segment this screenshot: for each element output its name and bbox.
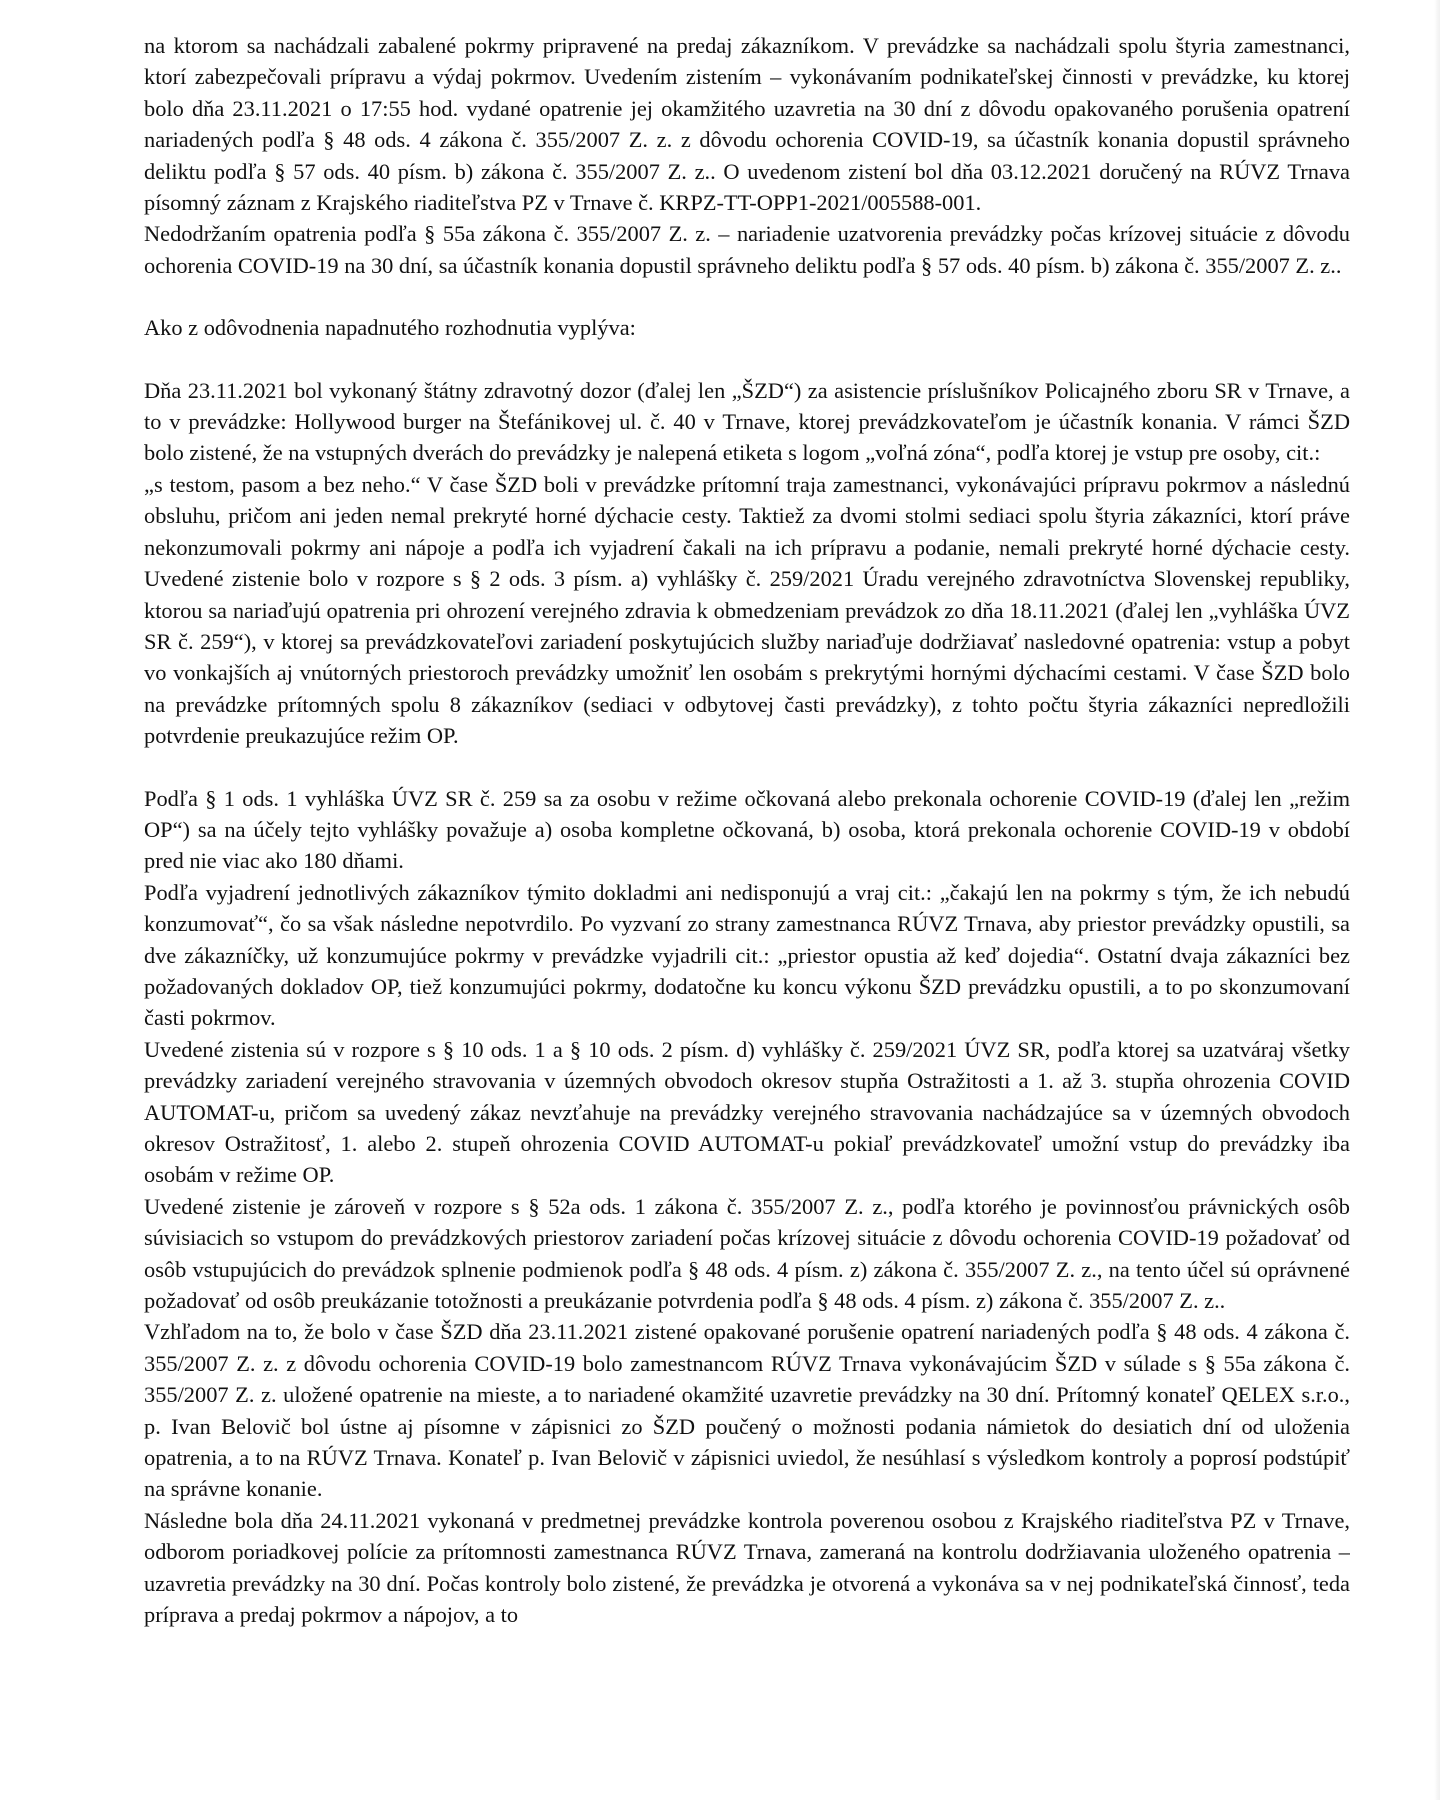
document-page	[144, 30, 1350, 1800]
paragraph-s-testom: „s testom, pasom a bez neho.“ V čase ŠZD boli v prevádzke prítomní traja zamestnanci, vykonávajúci prípravu pokrmov a následnú obsluhu, pričom ani jeden nemal prekryté horné dýchacie cesty. Taktiež za dvomi stolmi sediaci spolu štyria zákazníci, ktorí práve nekonzumovali pokrmy ani nápoje a podľa ich vyjadrení čakali na ich prípravu a podanie, nemali prekryté horné dýchacie cesty. Uvedené zistenie bolo v rozpore s § 2 ods. 3 písm. a) vyhlášky č. 259/2021 Úradu verejného zdravotníctva Slovenskej republiky, ktorou sa nariaďujú opatrenia pri ohrození verejného zdravia k obmedzeniam prevádzok zo dňa 18.11.2021 (ďalej len „vyhláška ÚVZ SR č. 259“), v ktorej sa prevádzkovateľovi zariadení poskytujúcich služby nariaďuje dodržiavať nasledovné opatrenia: vstup a pobyt vo vonkajších aj vnútorných priestoroch prevádzky umožniť len osobám s prekrytými hornými dýchacími cestami. V čase ŠZD bolo na prevádzke prítomných spolu 8 zákazníkov (sediaci v odbytovej časti prevádzky), z tohto počtu štyria zákazníci nepredložili potvrdenie preukazujúce režim OP.	[144, 471, 1350, 749]
paragraph-gap	[144, 752, 1350, 783]
paragraph-intro: na ktorom sa nachádzali zabalené pokrmy pripravené na predaj zákazníkom. V prevádzke sa nachádzali spolu štyria zamestnanci, ktorí zabezpečovali prípravu a výdaj pokrmov. Uvedením zistením – vykonávaním podnikateľskej činnosti v prevádzke, ku ktorej bolo dňa 23.11.2021 o 17:55 hod. vydané opatrenie jej okamžitého uzavretia na 30 dní z dôvodu opakovaného porušenia opatrení nariadených podľa § 48 ods. 4 zákona č. 355/2007 Z. z. z dôvodu ochorenia COVID-19, sa účastník konania dopustil správneho deliktu podľa § 57 ods. 40 písm. b) zákona č. 355/2007 Z. z.. O uvedenom zistení bol dňa 03.12.2021 doručený na RÚVZ Trnava písomný záznam z Krajského riaditeľstva PZ v Trnave č. KRPZ-TT-OPP1-2021/005588-001.	[144, 33, 1350, 216]
paragraph-heading-odovodnenie: Ako z odôvodnenia napadnutého rozhodnutia vyplýva:	[144, 315, 636, 341]
paragraph-rozpor-par10: Uvedené zistenia sú v rozpore s § 10 ods. 1 a § 10 ods. 2 písm. d) vyhlášky č. 259/2021 ÚVZ SR, podľa ktorej sa uzatváraj všetky prevádzky zariadení verejného stravovania v územných obvodoch okresov stupňa Ostražitosti a 1. až 3. stupňa ohrozenia COVID AUTOMAT-u, pričom sa uvedený zákaz nevzťahuje na prevádzky verejného stravovania nachádzajúce sa v územných obvodoch okresov Ostražitosť, 1. alebo 2. stupeň ohrozenia COVID AUTOMAT-u pokiaľ prevádzkovateľ umožní vstup do prevádzky iba osobám v režime OP.	[144, 1036, 1350, 1188]
paragraph-vyjadrenia: Podľa vyjadrení jednotlivých zákazníkov týmito dokladmi ani nedisponujú a vraj cit.: „čakajú len na pokrmy s tým, že ich nebudú konzumovať“, čo sa však následne nepotvrdilo. Po vyzvaní zo strany zamestnanca RÚVZ Trnava, aby priestor prevádzky opustili, sa dve zákazníčky, už konzumujúce pokrmy v prevádzke vyjadrili cit.: „priestor opustia až keď dojedia“. Ostatní dvaja zákazníci bez požadovaných dokladov OP, tiež konzumujúci pokrmy, dodatočne ku koncu výkonu ŠZD prevádzku opustili, a to po skonzumovaní časti pokrmov.	[144, 879, 1350, 1031]
paragraph-podla-par1: Podľa § 1 ods. 1 vyhláška ÚVZ SR č. 259 sa za osobu v režime očkovaná alebo prekonala ochorenie COVID-19 (ďalej len „režim OP“) sa na účely tejto vyhlášky považuje a) osoba kompletne očkovaná, b) osoba, ktorá prekonala ochorenie COVID-19 v období pred nie viac ako 180 dňami.	[144, 785, 1350, 874]
paragraph-vzhladom: Vzhľadom na to, že bolo v čase ŠZD dňa 23.11.2021 zistené opakované porušenie opatrení nariadených podľa § 48 ods. 4 zákona č. 355/2007 Z. z. z dôvodu ochorenia COVID-19 bolo zamestnancom RÚVZ Trnava vykonávajúcim ŠZD v súlade s § 55a zákona č. 355/2007 Z. z. uložené opatrenie na mieste, a to nariadené okamžité uzavretie prevádzky na 30 dní. Prítomný konateľ QELEX s.r.o., p. Ivan Belovič bol ústne aj písomne v zápisnici zo ŠZD poučený o možnosti podania námietok do desiatich dní od uloženia opatrenia, a to na RÚVZ Trnava. Konateľ p. Ivan Belovič v zápisnici uviedol, že nesúhlasí s výsledkom kontroly a poprosí podstúpiť na správne konanie.	[144, 1319, 1350, 1502]
paragraph-nasledne: Následne bola dňa 24.11.2021 vykonaná v predmetnej prevádzke kontrola poverenou osobou z Krajského riaditeľstva PZ v Trnave, odborom poriadkovej polície za prítomnosti zamestnanca RÚVZ Trnava, zameraná na kontrolu dodržiavania uloženého opatrenia – uzavretia prevádzky na 30 dní. Počas kontroly bolo zistené, že prevádzka je otvorená a vykonáva sa v nej podnikateľská činnosť, teda príprava a predaj pokrmov a nápojov, a to	[144, 1507, 1350, 1628]
paragraph-rozpor-par52a: Uvedené zistenie je zároveň v rozpore s § 52a ods. 1 zákona č. 355/2007 Z. z., podľa ktorého je povinnosťou právnických osôb súvisiacich so vstupom do prevádzkových priestorov zariadení počas krízovej situácie z dôvodu ochorenia COVID-19 požadovať od osôb vstupujúcich do prevádzok splnenie podmienok podľa § 48 ods. 4 písm. z) zákona č. 355/2007 Z. z., na tento účel sú oprávnené požadovať od osôb preukázanie totožnosti a preukázanie potvrdenia podľa § 48 ods. 4 písm. z) zákona č. 355/2007 Z. z..	[144, 1193, 1350, 1314]
page-edge-shadow	[1434, 0, 1440, 1800]
paragraph-gap	[144, 281, 1350, 312]
paragraph-dozor: Dňa 23.11.2021 bol vykonaný štátny zdravotný dozor (ďalej len „ŠZD“) za asistencie príslušníkov Policajného zboru SR v Trnave, a to v prevádzke: Hollywood burger na Štefánikovej ul. č. 40 v Trnave, ktorej prevádzkovateľom je účastník konania. V rámci ŠZD bolo zistené, že na vstupných dverách do prevádzky je nalepená etiketa s logom „voľná zóna“, podľa ktorej je vstup pre osoby, cit.:	[144, 377, 1350, 466]
paragraph-nedodrzanim: Nedodržaním opatrenia podľa § 55a zákona č. 355/2007 Z. z. – nariadenie uzatvorenia prevádzky počas krízovej situácie z dôvodu ochorenia COVID-19 na 30 dní, sa účastník konania dopustil správneho deliktu podľa § 57 ods. 40 písm. b) zákona č. 355/2007 Z. z..	[144, 221, 1350, 278]
paragraph-gap	[144, 344, 1350, 375]
